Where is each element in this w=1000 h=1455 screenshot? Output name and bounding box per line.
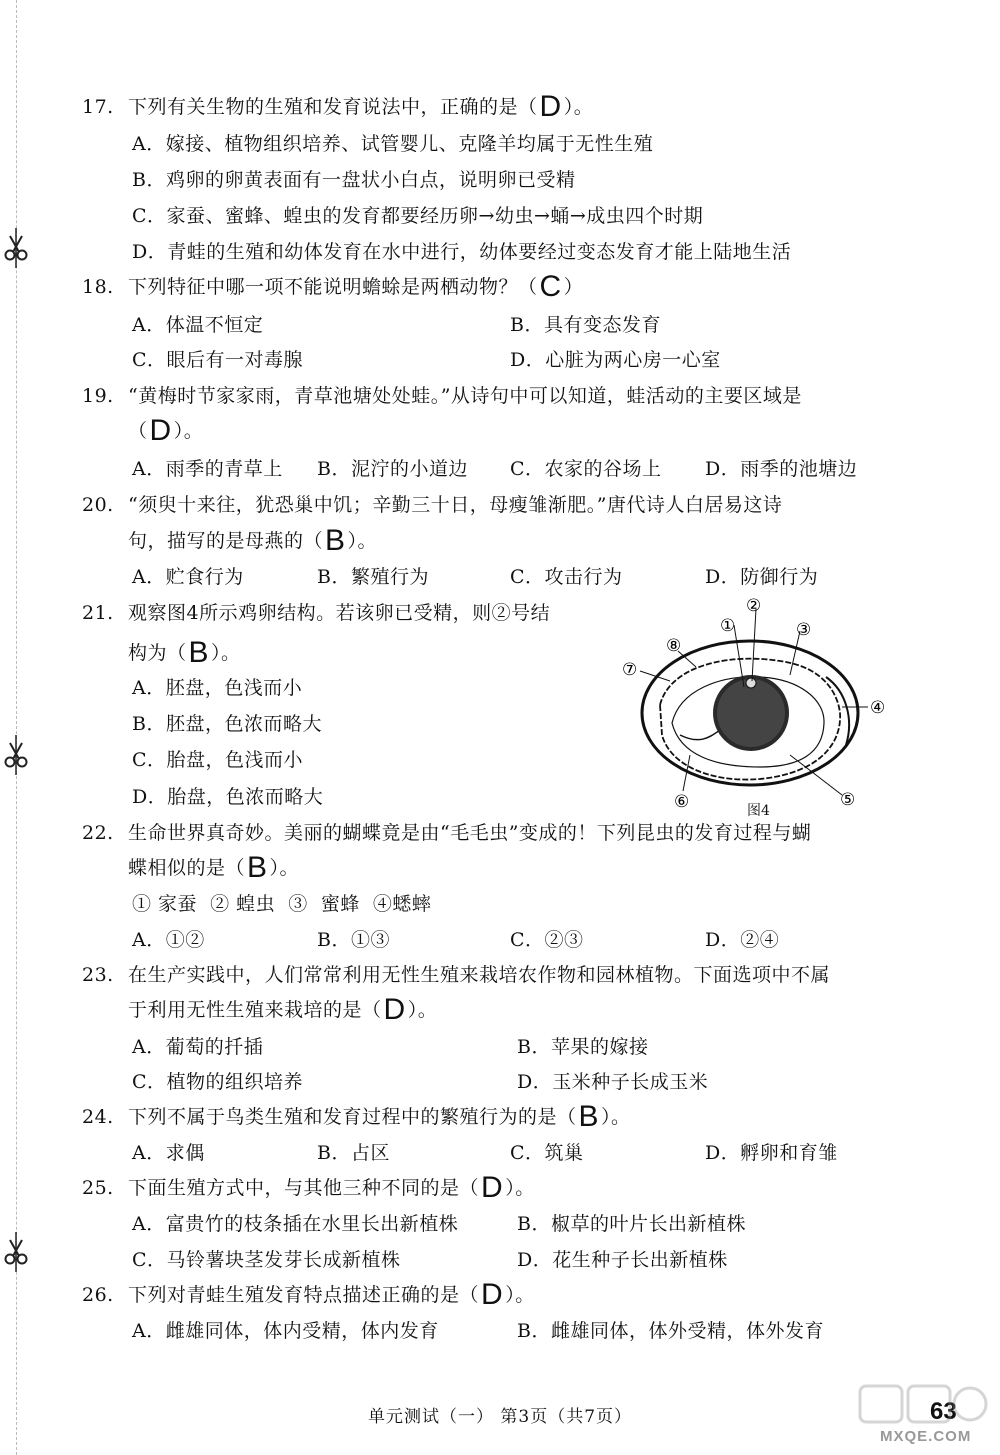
label-2: ② [746,596,762,616]
option-c: C．植物的组织培养 [132,1071,304,1093]
question-number: 26. [82,1284,114,1306]
question-text-end: ）。 [601,1106,631,1128]
option-b: B．繁殖行为 [317,566,429,588]
question-text: （ [128,420,148,442]
option-c: C．胎盘，色浅而小 [132,749,304,771]
option-a: A．雨季的青草上 [132,458,283,480]
scissors-icon [2,228,30,268]
option-c: C．马铃薯块茎发芽长成新植株 [132,1249,401,1271]
question-22-stem [82,820,811,846]
question-text-end: ）。 [563,96,594,118]
question-text: “黄梅时节家家雨，青草池塘处处蛙。”从诗句中可以知道，蛙活动的主要区域是 [128,385,802,407]
option-d: D．玉米种子长成玉米 [517,1071,709,1093]
label-5: ⑤ [840,790,856,810]
handwritten-answer: B [188,636,210,669]
option-b: B．鸡卵的卵黄表面有一盘状小白点，说明卵已受精 [132,169,576,191]
option-a: A．嫁接、植物组织培养、试管婴儿、克隆羊均属于无性生殖 [132,133,654,155]
question-20-stem [82,492,782,518]
question-18-stem [82,270,584,303]
question-number: 24. [82,1106,114,1128]
handwritten-answer: D [383,993,406,1026]
option-a: A．①② [132,929,205,951]
question-text: 观察图4所示鸡卵结构。若该卵已受精，则②号结 [128,602,551,624]
option-a: A．富贵竹的枝条插在水里长出新植株 [132,1213,459,1235]
label-8: ⑧ [666,636,682,656]
question-number: 20. [82,494,114,516]
question-20-stem-cont [128,524,378,557]
option-a: A．葡萄的扦插 [132,1036,264,1058]
page-footer: 单元测试（一） 第3页（共7页） [367,1407,633,1427]
handwritten-answer: B [325,524,346,557]
option-b: B．雌雄同体，体外受精，体外发育 [517,1320,824,1342]
label-4: ④ [870,698,886,718]
option-c: C．农家的谷场上 [510,458,662,480]
option-c: C．攻击行为 [510,566,623,588]
question-number: 25. [82,1177,114,1199]
question-text-end: ）。 [407,999,438,1021]
option-c: C．家蚕、蜜蜂、蝗虫的发育都要经历卵→幼虫→蛹→成虫四个时期 [132,205,704,227]
question-text: 蝶相似的是（ [128,857,246,879]
question-26-stem [82,1278,535,1311]
question-text-end: ） [563,276,584,298]
question-23-stem-cont [128,993,438,1026]
question-text: 下列有关生物的生殖和发育说法中，正确的是（ [128,96,538,118]
handwritten-answer: D [149,414,172,447]
question-text: “须臾十来往，犹恐巢中饥；辛勤三十日，母瘦雏渐肥。”唐代诗人白居易这诗 [128,494,783,516]
question-24-stem [82,1100,631,1133]
question-text: 句，描写的是母燕的（ [128,530,324,552]
question-number: 21. [82,602,114,624]
option-a: A．雌雄同体，体内受精，体内发育 [132,1320,439,1342]
option-d: D．雨季的池塘边 [705,458,858,480]
question-text: 生命世界真奇妙。美丽的蝴蝶竟是由“毛毛虫”变成的！下列昆虫的发育过程与蝴 [128,822,812,844]
option-c: C．眼后有一对毒腺 [132,349,304,371]
label-3: ③ [796,620,812,640]
option-a: A．胚盘，色浅而小 [132,677,303,699]
option-b: B．椒草的叶片长出新植株 [517,1213,746,1235]
option-d: D．花生种子长出新植株 [517,1249,728,1271]
question-21-stem [82,600,550,626]
handwritten-answer: D [481,1278,504,1311]
scissors-icon [2,1232,30,1272]
option-b: B．占区 [317,1142,390,1164]
question-text-end: ）。 [173,420,204,442]
option-c: C．②③ [510,929,584,951]
question-21-stem-cont [128,636,241,669]
label-6: ⑥ [674,792,690,812]
option-b: B．①③ [317,929,390,951]
option-d: D．心脏为两心房一心室 [510,349,721,371]
option-b: B．苹果的嫁接 [517,1036,649,1058]
option-d: D．青蛙的生殖和幼体发育在水中进行，幼体要经过变态发育才能上陆地生活 [132,241,792,263]
handwritten-answer: B [578,1100,600,1133]
insect-list: ① 家蚕 ② 蝗虫 ③ 蜜蜂 ④蟋蟀 [132,893,432,915]
question-number: 22. [82,822,114,844]
option-d: D．胎盘，色浓而略大 [132,786,324,808]
question-text: 下列特征中哪一项不能说明蟾蜍是两栖动物？（ [128,276,538,298]
option-b: B．具有变态发育 [510,314,661,336]
option-d: D．孵卵和育雏 [705,1142,838,1164]
handwritten-answer: D [481,1171,504,1204]
question-25-stem [82,1171,535,1204]
page-number: 63 [930,1398,957,1425]
label-1: ① [720,616,736,636]
option-a: A．体温不恒定 [132,314,264,336]
question-19-stem [82,383,802,409]
handwritten-answer: D [539,90,562,123]
question-23-stem [82,962,830,988]
question-19-stem-cont [128,414,204,447]
question-17-stem [82,90,594,123]
question-text: 构为（ [128,642,187,664]
option-c: C．筑巢 [510,1142,584,1164]
label-7: ⑦ [622,660,638,680]
question-number: 18. [82,276,114,298]
question-number: 23. [82,964,114,986]
question-text-end: ）。 [347,530,378,552]
option-a: A．求偶 [132,1142,205,1164]
question-text-end: ）。 [211,642,241,664]
question-text-end: ）。 [505,1177,535,1199]
question-text: 下列不属于鸟类生殖和发育过程中的繁殖行为的是（ [128,1106,577,1128]
scissors-icon [2,735,30,775]
question-number: 19. [82,385,114,407]
handwritten-answer: C [539,270,562,303]
question-number: 17. [82,96,114,118]
question-text: 在生产实践中，人们常常利用无性生殖来栽培农作物和园林植物。下面选项中不属 [128,964,831,986]
option-b: B．胚盘，色浓而略大 [132,713,322,735]
watermark-text: MXQE.COM [880,1428,972,1445]
question-text-end: ）。 [269,857,300,879]
option-d: D．②④ [705,929,780,951]
question-text: 下面生殖方式中，与其他三种不同的是（ [128,1177,480,1199]
option-a: A．贮食行为 [132,566,244,588]
option-b: B．泥泞的小道边 [317,458,468,480]
egg-structure-diagram [610,595,900,815]
question-22-stem-cont [128,851,300,884]
option-d: D．防御行为 [705,566,819,588]
handwritten-answer: B [247,851,268,884]
figure-caption: 图4 [747,803,770,819]
question-text: 于利用无性生殖来栽培的是（ [128,999,382,1021]
question-text: 下列对青蛙生殖发育特点描述正确的是（ [128,1284,480,1306]
question-text-end: ）。 [505,1284,535,1306]
